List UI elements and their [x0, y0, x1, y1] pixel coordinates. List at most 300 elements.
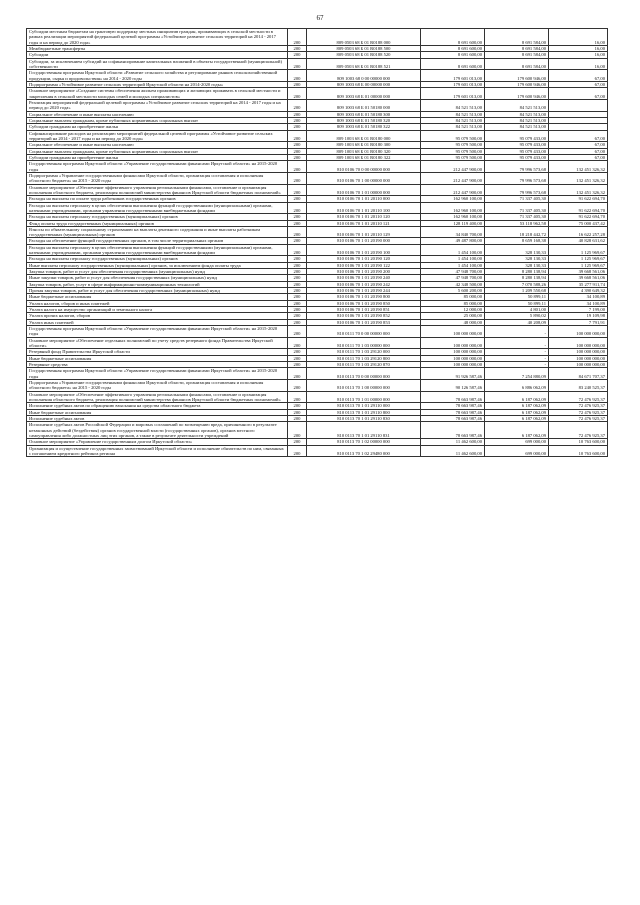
- row-classification-code-cell: 810 0113 70 1 01 29110 831: [307, 422, 421, 439]
- row-code-cell: 200: [288, 202, 307, 214]
- table-row: [27, 172, 608, 184]
- row-code-cell: 200: [288, 262, 307, 268]
- row-name-cell: Уплата налога на имущество организаций и земельного налога: [27, 307, 288, 313]
- row-classification-code-cell: 809 0503 68 Б 01 R0188 000: [307, 29, 421, 46]
- row-executed-amount-cell: 179 600 946,00: [485, 81, 549, 87]
- row-executed-amount-cell: -: [485, 349, 549, 355]
- table-row: [27, 445, 608, 457]
- row-classification-code-cell: 810 0106 70 1 01 20190 120: [307, 256, 421, 262]
- row-approved-amount-cell: 78 663 987,46: [421, 422, 485, 439]
- row-code-cell: 200: [288, 403, 307, 409]
- row-classification-code-cell: 810 0106 70 1 01 20110 129: [307, 226, 421, 238]
- row-name-cell: Закупка товаров, работ, услуг в сфере информационно-коммуникационных технологий: [27, 281, 288, 287]
- row-classification-code-cell: 810 0113 70 0 00 00000 000: [307, 368, 421, 380]
- row-code-cell: 200: [288, 214, 307, 220]
- row-code-cell: 200: [288, 161, 307, 173]
- row-classification-code-cell: 810 0113 70 1 01 29110 000: [307, 403, 421, 409]
- row-approved-amount-cell: 85 000,00: [421, 300, 485, 306]
- row-name-cell: Расходы на выплаты по оплате труда работников государственных органов: [27, 196, 288, 202]
- row-classification-code-cell: 809 1003 68 Б 01 50180 300: [307, 111, 421, 117]
- row-name-cell: Фонд оплаты труда государственных (муниципальных) органов: [27, 220, 288, 226]
- row-approved-amount-cell: 11 462 600,00: [421, 439, 485, 445]
- row-name-cell: Государственная программа Иркутской области «Управление государственными финансами Иркутской области» на 2015-2020 годы: [27, 161, 288, 173]
- row-approved-amount-cell: 8 691 600,00: [421, 45, 485, 51]
- table-row: [27, 422, 608, 439]
- row-code-cell: 200: [288, 238, 307, 244]
- row-name-cell: Исполнение судебных актов: [27, 416, 288, 422]
- row-code-cell: 200: [288, 226, 307, 238]
- row-classification-code-cell: 809 1003 68 Б 01 50180 322: [307, 124, 421, 130]
- row-name-cell: Государственная программа Иркутской области «Управление государственными финансами Иркутской области» на 2015-2020 годы: [27, 326, 288, 338]
- row-name-cell: Иные бюджетные ассигнования: [27, 294, 288, 300]
- row-remainder-cell: 67,00: [549, 81, 608, 87]
- row-name-cell: Закупка товаров, работ и услуг для обеспечения государственных (муниципальных) нужд: [27, 269, 288, 275]
- row-classification-code-cell: 810 0106 70 0 00 00000 000: [307, 161, 421, 173]
- row-executed-amount-cell: 50 899,11: [485, 300, 549, 306]
- row-approved-amount-cell: 25 000,00: [421, 313, 485, 319]
- row-name-cell: Иные закупки товаров, работ и услуг для обеспечения государственных (муниципальных) нужд: [27, 275, 288, 281]
- table-row: [27, 380, 608, 392]
- row-classification-code-cell: 809 1003 68 Б 01 50180 000: [307, 99, 421, 111]
- row-name-cell: Реализация мероприятий федеральной целевой программы «Устойчивое развитие сельских территорий на 2014 - 2017 годы и на период до 2020 года»: [27, 99, 288, 111]
- row-code-cell: 200: [288, 294, 307, 300]
- row-classification-code-cell: 810 0113 70 1 01 29110 800: [307, 409, 421, 415]
- row-remainder-cell: 16,00: [549, 58, 608, 70]
- row-remainder-cell: 67,00: [549, 148, 608, 154]
- row-remainder-cell: 91 622 694,70: [549, 202, 608, 214]
- row-executed-amount-cell: 7 254 880,09: [485, 368, 549, 380]
- row-code-cell: 200: [288, 148, 307, 154]
- row-name-cell: Основное мероприятие «Обеспечение эффективного управления региональными финансами, составление и организация исполнения областного бюджета, реализация полномочий министерства финансов Иркутской области бюджетных полномочий»: [27, 391, 288, 403]
- row-executed-amount-cell: 95 079 433,00: [485, 130, 549, 142]
- row-code-cell: 200: [288, 422, 307, 439]
- row-name-cell: Государственная программа Иркутской области «Развитие сельского хозяйства и регулирование рынков сельскохозяйственной продукции, сырья и продовольствия» на 2014 - 2020 годы: [27, 70, 288, 82]
- row-classification-code-cell: 809 1003 68 0 00 00000 000: [307, 70, 421, 82]
- row-remainder-cell: 132 451 326,32: [549, 184, 608, 196]
- row-approved-amount-cell: 179 601 013,00: [421, 81, 485, 87]
- row-name-cell: Субсидии местным бюджетам на грантовую поддержку местных инициатив граждан, проживающих в сельской местности в рамках реализации мероприятий федеральной целевой программы «Устойчивое развитие сельских территорий на 2014 - 2017 годы и на период до 2020 года»: [27, 29, 288, 46]
- row-remainder-cell: [549, 99, 608, 111]
- row-classification-code-cell: 809 0503 68 Б 01 R0188 500: [307, 45, 421, 51]
- row-name-cell: Подпрограмма «Управление государственными финансами Иркутской области, организация составления и исполнения областного бюджета» на 2015 - 2020 годы: [27, 172, 288, 184]
- row-code-cell: 200: [288, 117, 307, 123]
- row-code-cell: 200: [288, 172, 307, 184]
- row-classification-code-cell: 810 0106 70 1 01 20190 244: [307, 288, 421, 294]
- row-name-cell: Расходы на обеспечение функций государственных органов, в том числе территориальных органов: [27, 238, 288, 244]
- row-executed-amount-cell: 6 187 062,09: [485, 403, 549, 409]
- row-name-cell: Организация и осуществление государственных заимствований Иркутской области и исполнение обязательств по ним, связанных с погашением кредитного рейтинга региона: [27, 445, 288, 457]
- row-code-cell: 200: [288, 380, 307, 392]
- row-name-cell: Уплата налогов, сборов и иных платежей: [27, 300, 288, 306]
- row-approved-amount-cell: 100 000 000,00: [421, 355, 485, 361]
- table-row: [27, 244, 608, 256]
- row-remainder-cell: 40 828 631,62: [549, 238, 608, 244]
- table-row: [27, 368, 608, 380]
- row-approved-amount-cell: 1 454 100,00: [421, 244, 485, 256]
- row-remainder-cell: 72 476 925,37: [549, 391, 608, 403]
- row-name-cell: Расходы на выплаты персоналу государственных (муниципальных) органов: [27, 214, 288, 220]
- row-executed-amount-cell: 40 208,09: [485, 319, 549, 325]
- row-remainder-cell: 16,00: [549, 29, 608, 46]
- row-remainder-cell: 72 476 925,37: [549, 409, 608, 415]
- row-code-cell: 200: [288, 244, 307, 256]
- row-executed-amount-cell: 7 070 588,26: [485, 281, 549, 287]
- row-executed-amount-cell: 8 280 138,94: [485, 275, 549, 281]
- row-classification-code-cell: 810 0106 70 1 01 20190 240: [307, 275, 421, 281]
- row-executed-amount-cell: 699 000,00: [485, 439, 549, 445]
- row-remainder-cell: 67,00: [549, 142, 608, 148]
- row-name-cell: Межбюджетные трансферты: [27, 45, 288, 51]
- row-approved-amount-cell: 212 447 900,00: [421, 161, 485, 173]
- row-name-cell: Социальное обеспечение и иные выплаты населению: [27, 111, 288, 117]
- row-approved-amount-cell: 49 487 800,00: [421, 238, 485, 244]
- row-code-cell: 200: [288, 45, 307, 51]
- row-remainder-cell: 7 199,00: [549, 307, 608, 313]
- row-code-cell: 200: [288, 81, 307, 87]
- row-classification-code-cell: 810 0106 70 1 01 20110 000: [307, 196, 421, 202]
- row-executed-amount-cell: 79 996 573,68: [485, 184, 549, 196]
- row-classification-code-cell: 810 0113 70 1 01 29110 830: [307, 416, 421, 422]
- row-approved-amount-cell: 1 454 100,00: [421, 256, 485, 262]
- row-code-cell: 200: [288, 142, 307, 148]
- row-executed-amount-cell: 84 521 513,00: [485, 124, 549, 130]
- row-code-cell: 200: [288, 58, 307, 70]
- row-name-cell: Софинансирование расходов на реализацию мероприятий федеральной целевой программы «Устойчивое развитие сельских территорий на 2014 - 2017 годы и на период до 2020 года»: [27, 130, 288, 142]
- row-code-cell: 200: [288, 445, 307, 457]
- row-classification-code-cell: 809 1003 68 Б 01 50180 320: [307, 117, 421, 123]
- row-remainder-cell: 4 390 649,32: [549, 288, 608, 294]
- row-approved-amount-cell: 11 462 600,00: [421, 445, 485, 457]
- row-classification-code-cell: 810 0106 70 1 01 20190 000: [307, 238, 421, 244]
- row-remainder-cell: 84 671 707,37: [549, 368, 608, 380]
- row-classification-code-cell: 810 0113 70 1 01 00000 000: [307, 391, 421, 403]
- row-code-cell: 200: [288, 326, 307, 338]
- row-approved-amount-cell: 78 663 987,46: [421, 416, 485, 422]
- row-classification-code-cell: 810 0106 70 1 01 20190 200: [307, 269, 421, 275]
- row-remainder-cell: 67,00: [549, 130, 608, 142]
- row-remainder-cell: 39 668 561,06: [549, 269, 608, 275]
- row-executed-amount-cell: 71 337 405,30: [485, 214, 549, 220]
- row-classification-code-cell: 810 0106 70 1 01 20190 100: [307, 244, 421, 256]
- row-code-cell: 200: [288, 313, 307, 319]
- row-remainder-cell: 34 100,89: [549, 294, 608, 300]
- row-remainder-cell: 91 622 694,70: [549, 214, 608, 220]
- row-executed-amount-cell: 179 600 946,00: [485, 70, 549, 82]
- row-approved-amount-cell: 212 447 900,00: [421, 172, 485, 184]
- row-classification-code-cell: 810 0106 70 1 01 20110 100: [307, 202, 421, 214]
- row-remainder-cell: 39 668 561,06: [549, 275, 608, 281]
- row-code-cell: 200: [288, 70, 307, 82]
- row-name-cell: Социальное обеспечение и иные выплаты населению: [27, 142, 288, 148]
- row-code-cell: 200: [288, 281, 307, 287]
- row-classification-code-cell: 810 0111 70 0 00 00000 000: [307, 326, 421, 338]
- table-row: [27, 29, 608, 46]
- row-remainder-cell: 100 000 000,00: [549, 362, 608, 368]
- row-remainder-cell: 91 622 694,70: [549, 196, 608, 202]
- row-classification-code-cell: 810 0106 70 1 01 20110 121: [307, 220, 421, 226]
- row-executed-amount-cell: 328 130,33: [485, 256, 549, 262]
- row-executed-amount-cell: 699 000,00: [485, 445, 549, 457]
- row-classification-code-cell: 809 1003 68 Б 01 R0180 300: [307, 142, 421, 148]
- row-executed-amount-cell: 1 209 550,68: [485, 288, 549, 294]
- row-code-cell: 200: [288, 29, 307, 46]
- row-executed-amount-cell: 6 886 062,09: [485, 380, 549, 392]
- row-remainder-cell: 72 476 925,37: [549, 422, 608, 439]
- table-row: [27, 130, 608, 142]
- row-executed-amount-cell: 95 079 433,00: [485, 154, 549, 160]
- row-approved-amount-cell: 95 079 500,00: [421, 142, 485, 148]
- row-code-cell: 200: [288, 349, 307, 355]
- table-row: [27, 184, 608, 196]
- row-approved-amount-cell: 5 600 200,00: [421, 288, 485, 294]
- row-name-cell: Субсидии, за исключением субсидий на софинансирование капитальных вложений в объекты государственной (муниципальной) собственности: [27, 58, 288, 70]
- row-executed-amount-cell: 4 801,00: [485, 307, 549, 313]
- row-remainder-cell: 16,00: [549, 52, 608, 58]
- row-classification-code-cell: 809 1003 68 Б 01 R0180 320: [307, 148, 421, 154]
- table-row: [27, 58, 608, 70]
- row-approved-amount-cell: 8 691 600,00: [421, 52, 485, 58]
- row-remainder-cell: 72 476 925,37: [549, 403, 608, 409]
- row-code-cell: 200: [288, 130, 307, 142]
- row-remainder-cell: 67,00: [549, 70, 608, 82]
- row-remainder-cell: 1 125 969,67: [549, 262, 608, 268]
- row-approved-amount-cell: 162 960 100,00: [421, 202, 485, 214]
- row-approved-amount-cell: 162 960 100,00: [421, 196, 485, 202]
- row-classification-code-cell: 810 0106 70 1 01 20190 851: [307, 307, 421, 313]
- row-approved-amount-cell: 78 663 987,46: [421, 409, 485, 415]
- table-body: [27, 29, 608, 457]
- row-approved-amount-cell: 84 521 513,00: [421, 124, 485, 130]
- row-classification-code-cell: 809 0503 68 Б 01 R0188 520: [307, 52, 421, 58]
- row-code-cell: 200: [288, 99, 307, 111]
- row-code-cell: 200: [288, 111, 307, 117]
- row-name-cell: Исполнение судебных актов по обращению взыскания на средства областного бюджета: [27, 403, 288, 409]
- table-row: [27, 70, 608, 82]
- row-approved-amount-cell: 100 000 000,00: [421, 326, 485, 338]
- row-approved-amount-cell: 47 948 700,00: [421, 269, 485, 275]
- row-name-cell: Субсидии: [27, 52, 288, 58]
- row-remainder-cell: 16,00: [549, 45, 608, 51]
- row-name-cell: Расходы на выплаты персоналу в целях обеспечения выполнения функций государственными (муниципальными) органами, казенными учреждениями, органами управления государственными внебюджетными фондами: [27, 202, 288, 214]
- row-approved-amount-cell: 128 119 400,00: [421, 220, 485, 226]
- row-code-cell: 200: [288, 154, 307, 160]
- row-approved-amount-cell: 95 079 500,00: [421, 154, 485, 160]
- row-remainder-cell: 75 000 437,42: [549, 220, 608, 226]
- row-approved-amount-cell: 95 079 500,00: [421, 130, 485, 142]
- row-classification-code-cell: 810 0111 70 1 03 00000 000: [307, 337, 421, 349]
- row-code-cell: 200: [288, 184, 307, 196]
- row-approved-amount-cell: 100 000 000,00: [421, 349, 485, 355]
- row-code-cell: 200: [288, 409, 307, 415]
- row-name-cell: Государственная программа Иркутской области «Управление государственными финансами Иркутской области» на 2015-2020 годы: [27, 368, 288, 380]
- row-name-cell: Основное мероприятие «Обеспечение эффективного управления региональными финансами, составление и организация исполнения областного бюджета, реализация полномочий министерства финансов Иркутской области бюджетных полномочий»: [27, 184, 288, 196]
- row-name-cell: Основное мероприятие «Создание системы обеспечения жильем проживающих и желающих проживать в сельской местности и закрепления в сельской местности молодых семей и молодых специалистов»: [27, 88, 288, 100]
- row-code-cell: 200: [288, 368, 307, 380]
- page-number: 67: [316, 14, 324, 22]
- row-code-cell: 200: [288, 362, 307, 368]
- row-executed-amount-cell: 6 187 062,09: [485, 416, 549, 422]
- row-approved-amount-cell: 85 000,00: [421, 294, 485, 300]
- row-remainder-cell: 67,00: [549, 154, 608, 160]
- row-executed-amount-cell: -: [485, 337, 549, 349]
- row-approved-amount-cell: 34 840 700,00: [421, 226, 485, 238]
- row-code-cell: 200: [288, 300, 307, 306]
- row-executed-amount-cell: 53 118 962,58: [485, 220, 549, 226]
- row-executed-amount-cell: 6 187 062,09: [485, 391, 549, 403]
- row-approved-amount-cell: 12 000,00: [421, 307, 485, 313]
- row-approved-amount-cell: 179 601 013,00: [421, 70, 485, 82]
- row-classification-code-cell: 810 0106 70 1 00 00000 000: [307, 172, 421, 184]
- row-executed-amount-cell: 18 218 442,72: [485, 226, 549, 238]
- row-approved-amount-cell: 42 348 500,00: [421, 281, 485, 287]
- row-code-cell: 200: [288, 88, 307, 100]
- row-approved-amount-cell: 78 663 987,46: [421, 403, 485, 409]
- row-executed-amount-cell: 8 691 584,00: [485, 45, 549, 51]
- row-executed-amount-cell: 5 890,02: [485, 313, 549, 319]
- table-row: [27, 391, 608, 403]
- row-code-cell: 200: [288, 355, 307, 361]
- row-remainder-cell: 1 125 969,67: [549, 256, 608, 262]
- row-name-cell: Основное мероприятие «Обеспечение отдельных полномочий по учету средств резервного фонда Правительства Иркутской области»: [27, 337, 288, 349]
- row-classification-code-cell: 810 0111 70 1 03 29120 800: [307, 355, 421, 361]
- row-code-cell: 200: [288, 124, 307, 130]
- row-executed-amount-cell: 71 337 405,30: [485, 202, 549, 214]
- row-executed-amount-cell: 179 600 946,00: [485, 88, 549, 100]
- row-executed-amount-cell: 8 691 584,00: [485, 58, 549, 70]
- row-classification-code-cell: 810 0106 70 1 01 20190 122: [307, 262, 421, 268]
- row-remainder-cell: 1 125 969,67: [549, 244, 608, 256]
- row-name-cell: Взносы по обязательному социальному страхованию на выплаты денежного содержания и иные выплаты работникам государственных (муниципальных) органов: [27, 226, 288, 238]
- row-remainder-cell: 10 763 600,00: [549, 439, 608, 445]
- row-remainder-cell: 16 622 257,28: [549, 226, 608, 238]
- row-name-cell: Основное мероприятие «Управление государственным долгом Иркутской области»: [27, 439, 288, 445]
- row-approved-amount-cell: 179 601 013,00: [421, 88, 485, 100]
- row-code-cell: 200: [288, 307, 307, 313]
- row-executed-amount-cell: 84 521 513,00: [485, 111, 549, 117]
- row-classification-code-cell: 810 0106 70 1 01 20190 852: [307, 313, 421, 319]
- row-approved-amount-cell: 100 000 000,00: [421, 337, 485, 349]
- row-executed-amount-cell: 84 521 513,00: [485, 117, 549, 123]
- row-classification-code-cell: 809 1003 68 Б 01 00000 000: [307, 88, 421, 100]
- row-classification-code-cell: 810 0106 70 1 01 20110 120: [307, 214, 421, 220]
- row-remainder-cell: 7 791,91: [549, 319, 608, 325]
- row-executed-amount-cell: -: [485, 362, 549, 368]
- row-name-cell: Исполнение судебных актов Российской Федерации и мировых соглашений по возмещению вреда, причиненного в результате незаконных действий (бездействия) органов государственной власти (государственных органов), органов местного самоуправления либо должностных лиц этих органов, а также в результате деятельности учреждений: [27, 422, 288, 439]
- row-remainder-cell: 72 476 925,37: [549, 416, 608, 422]
- row-name-cell: Субсидии гражданам на приобретение жилья: [27, 154, 288, 160]
- row-executed-amount-cell: 50 899,11: [485, 294, 549, 300]
- row-name-cell: Прочая закупка товаров, работ и услуг для обеспечения государственных (муниципальных) нужд: [27, 288, 288, 294]
- row-classification-code-cell: 809 1003 68 Б 00 00000 000: [307, 81, 421, 87]
- row-code-cell: 200: [288, 269, 307, 275]
- row-executed-amount-cell: 6 187 062,09: [485, 409, 549, 415]
- table-row: [27, 161, 608, 173]
- row-classification-code-cell: 810 0113 70 1 02 00000 000: [307, 439, 421, 445]
- row-remainder-cell: 10 763 600,00: [549, 445, 608, 457]
- row-name-cell: Подпрограмма «Управление государственными финансами Иркутской области, организация составления и исполнения областного бюджета» на 2015 - 2020 годы: [27, 380, 288, 392]
- row-classification-code-cell: 810 0111 70 1 03 29120 000: [307, 349, 421, 355]
- row-executed-amount-cell: -: [485, 326, 549, 338]
- table-row: [27, 99, 608, 111]
- row-approved-amount-cell: 48 000,00: [421, 319, 485, 325]
- row-name-cell: Расходы на выплаты персоналу государственных (муниципальных) органов: [27, 256, 288, 262]
- row-executed-amount-cell: 8 691 584,00: [485, 52, 549, 58]
- row-name-cell: Иные выплаты персоналу государственных (муниципальных) органов, за исключением фонда оплаты труда: [27, 262, 288, 268]
- row-executed-amount-cell: 8 280 138,94: [485, 269, 549, 275]
- row-executed-amount-cell: 95 079 433,00: [485, 142, 549, 148]
- row-name-cell: Подпрограмма «Устойчивое развитие сельских территорий Иркутской области на 2014-2020 годы»: [27, 81, 288, 87]
- row-executed-amount-cell: 8 659 168,38: [485, 238, 549, 244]
- row-classification-code-cell: 810 0111 70 1 03 29120 870: [307, 362, 421, 368]
- row-remainder-cell: 132 451 326,32: [549, 161, 608, 173]
- row-classification-code-cell: 809 1003 68 Б 01 R0180 000: [307, 130, 421, 142]
- row-executed-amount-cell: 84 521 513,00: [485, 99, 549, 111]
- row-name-cell: Социальные выплаты гражданам, кроме публичных нормативных социальных выплат: [27, 148, 288, 154]
- row-approved-amount-cell: 84 521 513,00: [421, 99, 485, 111]
- row-remainder-cell: 19 109,98: [549, 313, 608, 319]
- row-name-cell: Иные бюджетные ассигнования: [27, 409, 288, 415]
- row-approved-amount-cell: 47 948 700,00: [421, 275, 485, 281]
- row-approved-amount-cell: 91 926 587,46: [421, 368, 485, 380]
- row-executed-amount-cell: 328 130,33: [485, 262, 549, 268]
- row-classification-code-cell: 810 0106 70 1 01 20190 242: [307, 281, 421, 287]
- budget-execution-table: [26, 28, 608, 457]
- row-code-cell: 200: [288, 52, 307, 58]
- row-remainder-cell: 34 100,89: [549, 300, 608, 306]
- row-code-cell: 200: [288, 337, 307, 349]
- row-classification-code-cell: 809 1003 68 Б 01 R0180 322: [307, 154, 421, 160]
- row-approved-amount-cell: 212 447 900,00: [421, 184, 485, 196]
- row-name-cell: Расходы на выплаты персоналу в целях обеспечения выполнения функций государственными (муниципальными) органами, казенными учреждениями, органами управления государственными внебюджетными фондами: [27, 244, 288, 256]
- row-name-cell: Резервные средства: [27, 362, 288, 368]
- row-name-cell: Уплата прочих налогов, сборов: [27, 313, 288, 319]
- row-remainder-cell: 35 277 911,74: [549, 281, 608, 287]
- table-row: [27, 337, 608, 349]
- row-executed-amount-cell: 6 187 062,09: [485, 422, 549, 439]
- row-code-cell: 200: [288, 196, 307, 202]
- row-executed-amount-cell: 71 337 405,30: [485, 196, 549, 202]
- row-name-cell: Резервный фонд Правительства Иркутской области: [27, 349, 288, 355]
- row-remainder-cell: 83 240 525,37: [549, 380, 608, 392]
- row-approved-amount-cell: 84 521 513,00: [421, 117, 485, 123]
- row-approved-amount-cell: 1 454 100,00: [421, 262, 485, 268]
- row-classification-code-cell: 810 0106 70 1 01 00000 000: [307, 184, 421, 196]
- row-classification-code-cell: 810 0106 70 1 01 20190 853: [307, 319, 421, 325]
- row-executed-amount-cell: 8 691 584,00: [485, 29, 549, 46]
- row-approved-amount-cell: 95 079 500,00: [421, 148, 485, 154]
- row-classification-code-cell: 810 0106 70 1 01 20190 800: [307, 294, 421, 300]
- row-approved-amount-cell: 8 691 600,00: [421, 29, 485, 46]
- row-code-cell: 200: [288, 220, 307, 226]
- row-code-cell: 200: [288, 288, 307, 294]
- row-executed-amount-cell: 95 079 433,00: [485, 148, 549, 154]
- row-remainder-cell: 132 451 326,32: [549, 172, 608, 184]
- table-row: [27, 88, 608, 100]
- row-code-cell: 200: [288, 256, 307, 262]
- row-code-cell: 200: [288, 391, 307, 403]
- row-approved-amount-cell: 162 960 100,00: [421, 214, 485, 220]
- row-classification-code-cell: 810 0106 70 1 01 20190 850: [307, 300, 421, 306]
- row-code-cell: 200: [288, 319, 307, 325]
- row-approved-amount-cell: 100 000 000,00: [421, 362, 485, 368]
- table-row: [27, 226, 608, 238]
- row-remainder-cell: 67,00: [549, 88, 608, 100]
- row-classification-code-cell: 809 0503 68 Б 01 R0188 521: [307, 58, 421, 70]
- row-classification-code-cell: 810 0113 70 1 02 29480 000: [307, 445, 421, 457]
- row-name-cell: Субсидии гражданам на приобретение жилья: [27, 124, 288, 130]
- table-row: [27, 326, 608, 338]
- row-remainder-cell: 100 000 000,00: [549, 337, 608, 349]
